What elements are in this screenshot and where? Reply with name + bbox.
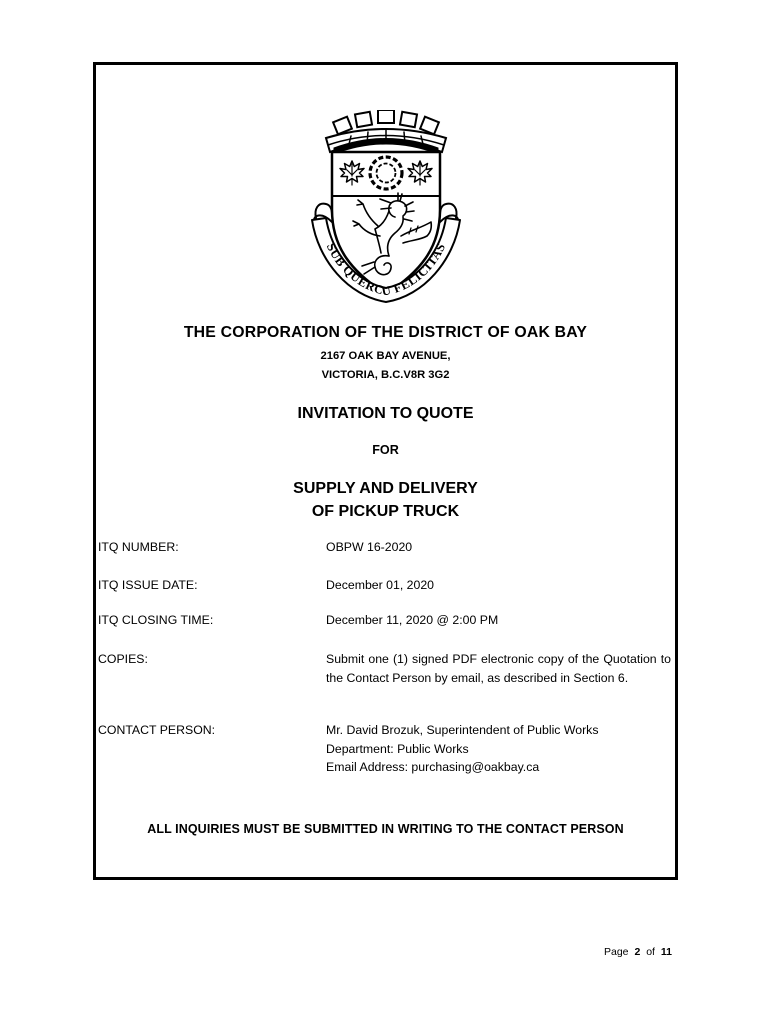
org-address-line1: 2167 OAK BAY AVENUE, (320, 350, 451, 362)
doc-subject-line2: OF PICKUP TRUCK (311, 503, 460, 520)
itq-closing-time-value: December 11, 2020 @ 2:00 PM (326, 613, 499, 627)
doc-subject (96, 477, 675, 523)
itq-number-label: ITQ NUMBER: (98, 540, 179, 554)
footer-total-pages: 11 (660, 946, 672, 958)
copies-value: Submit one (1) signed PDF electronic copy of the Quotation to the Contact Person by email, as described in Section 6. (326, 652, 671, 685)
footer-page-word: Page (603, 946, 629, 958)
footer-of-word: of (646, 946, 655, 958)
document-border-frame (93, 62, 678, 880)
itq-closing-time-label: ITQ CLOSING TIME: (98, 613, 214, 627)
contact-person-line1: Mr. David Brozuk, Superintendent of Public Works (326, 723, 599, 737)
page-number-footer (604, 946, 672, 958)
inquiries-notice: ALL INQUIRIES MUST BE SUBMITTED IN WRITING TO THE CONTACT PERSON (147, 822, 624, 836)
mural-crown-icon (326, 110, 446, 154)
detail-row-itq-issue-date (98, 576, 671, 595)
detail-row-itq-number (98, 538, 671, 557)
doc-subject-line1: SUPPLY AND DELIVERY (293, 480, 478, 497)
itq-issue-date-value: December 01, 2020 (326, 578, 435, 592)
detail-row-contact-person (98, 721, 671, 777)
detail-row-itq-closing-time (98, 611, 671, 630)
doc-title: INVITATION TO QUOTE (297, 405, 474, 422)
org-address-line2: VICTORIA, B.C.V8R 3G2 (321, 369, 450, 381)
itq-issue-date-label: ITQ ISSUE DATE: (98, 578, 198, 592)
doc-title-connector: FOR (372, 443, 399, 457)
contact-person-value (326, 721, 671, 777)
copies-label: COPIES: (98, 652, 148, 666)
footer-page-number: 2 (634, 946, 641, 958)
crest-motto-text: SUB QUERCU FELICITAS (323, 240, 448, 299)
org-name: THE CORPORATION OF THE DISTRICT OF OAK BAY (183, 324, 588, 341)
itq-number-value: OBPW 16-2020 (326, 540, 413, 554)
contact-person-line3: Email Address: purchasing@oakbay.ca (326, 760, 540, 775)
oak-bay-coat-of-arms (307, 110, 465, 306)
contact-person-label: CONTACT PERSON: (98, 723, 216, 737)
detail-row-copies (98, 650, 671, 687)
contact-person-line2: Department: Public Works (326, 741, 469, 756)
